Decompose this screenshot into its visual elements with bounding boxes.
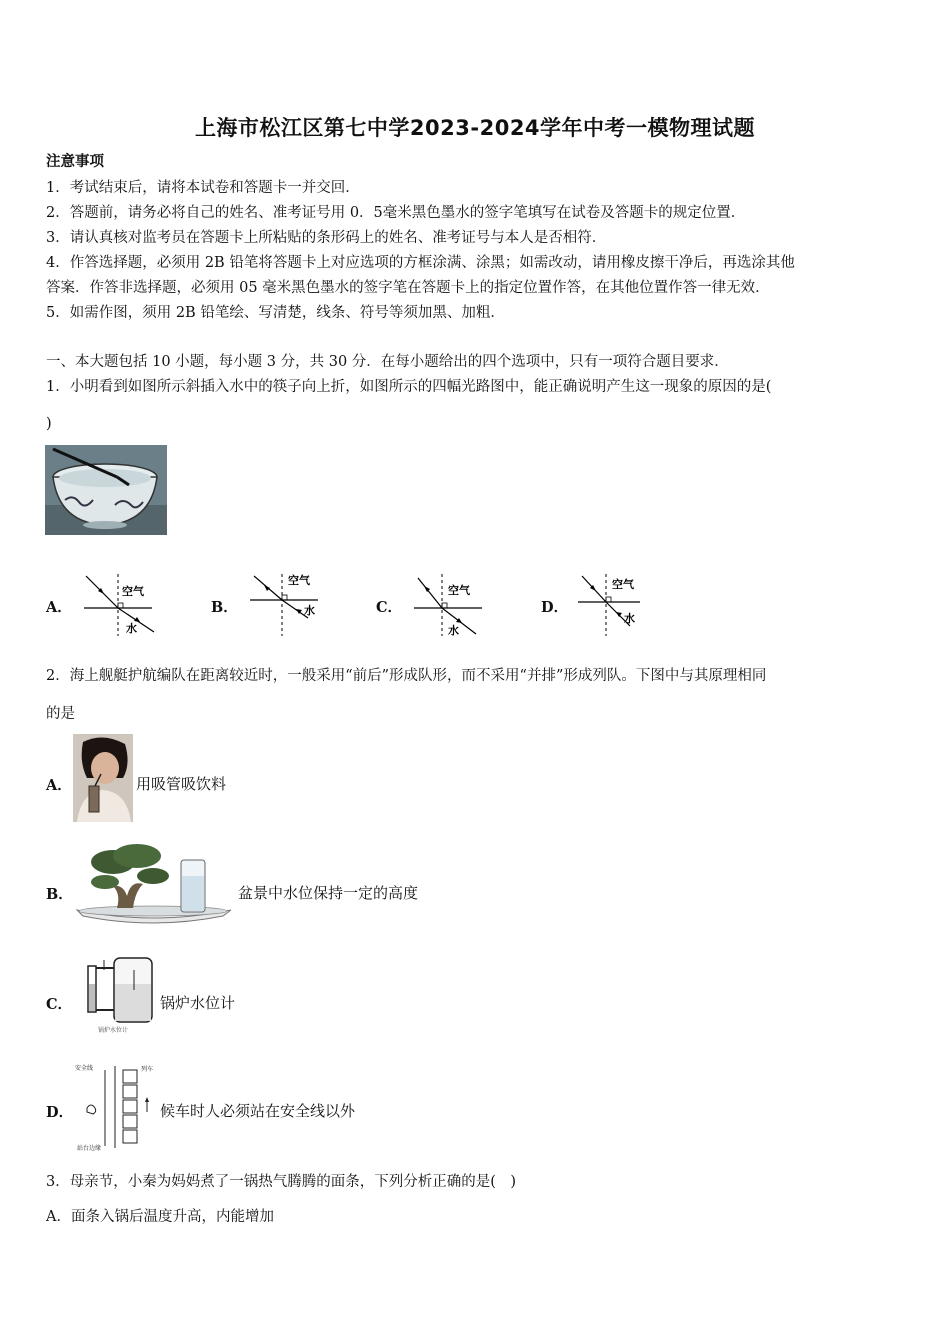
q1-option-a-diagram[interactable] [82, 572, 162, 638]
svg-text:空气: 空气 [288, 574, 310, 587]
boiler-water-gauge-diagram [78, 950, 158, 1036]
straw-drinking-photo [73, 734, 133, 822]
svg-text:水: 水 [304, 604, 315, 617]
q1-option-d-diagram[interactable] [576, 572, 656, 638]
notice-heading: 注意事项 [46, 153, 104, 170]
platform-edge-label: 站台边缘 [77, 1145, 102, 1152]
safety-line-label: 安全线 [75, 1065, 94, 1072]
question-2-text-cont: 的是 [46, 706, 75, 722]
boiler-caption: 锅炉水位计 [98, 1027, 129, 1034]
q1-option-b-label[interactable]: B． [211, 599, 238, 616]
q1-option-a-label[interactable]: A． [46, 599, 72, 616]
q2-option-a-text[interactable]: 用吸管吸饮料 [136, 775, 227, 793]
q3-option-a-text[interactable]: A．面条入锅后温度升高，内能增加 [46, 1209, 274, 1225]
air-label: 空气 [122, 585, 144, 598]
bowl-chopstick-photo [45, 445, 167, 535]
train-label: 列车 [141, 1066, 154, 1073]
notice-item: 5．如需作图，须用 2B 铅笔绘、写清楚，线条、符号等须加黑、加粗． [46, 305, 505, 321]
train-platform-diagram [75, 1062, 157, 1152]
section-heading: 一、本大题包括 10 小题，每小题 3 分，共 30 分．在每小题给出的四个选项中，只有一项符合题目要求． [46, 354, 729, 370]
q2-option-d-text[interactable]: 候车时人必须站在安全线以外 [160, 1102, 356, 1120]
page-title: 上海市松江区第七中学2023-2024学年中考一模物理试题 [194, 116, 756, 140]
notice-item: 1．考试结束后，请将本试卷和答题卡一并交回． [46, 180, 360, 196]
question-1-text: 1．小明看到如图所示斜插入水中的筷子向上折，如图所示的四幅光路图中，能正确说明产生这一现象的原因的是( [46, 379, 772, 395]
svg-text:空气: 空气 [448, 584, 470, 597]
svg-text:空气: 空气 [612, 578, 634, 591]
q1-option-b-diagram[interactable] [248, 572, 328, 638]
notice-item: 4．作答选择题，必须用 2B 铅笔将答题卡上对应选项的方框涂满、涂黑；如需改动，请用橡皮擦干净后，再选涂其他 [46, 255, 795, 271]
question-3-text: 3．母亲节，小秦为妈妈煮了一锅热气腾腾的面条，下列分析正确的是( ) [46, 1174, 517, 1190]
q2-option-a-label[interactable]: A． [46, 777, 72, 794]
notice-item: 2．答题前，请务必将自己的姓名、准考证号用 0．5毫米黑色墨水的签字笔填写在试卷及答题卡的规定位置． [46, 205, 746, 221]
water-label: 水 [126, 622, 137, 635]
svg-text:水: 水 [448, 624, 459, 637]
q1-option-d-label[interactable]: D． [541, 599, 569, 616]
question-1-close-paren: ) [46, 416, 52, 432]
q2-option-b-label[interactable]: B． [46, 886, 73, 903]
notice-item: 3．请认真核对监考员在答题卡上所粘贴的条形码上的姓名、准考证号与本人是否相符． [46, 230, 607, 246]
q2-option-c-text[interactable]: 锅炉水位计 [160, 994, 236, 1012]
q1-option-c-diagram[interactable] [412, 572, 492, 638]
svg-text:水: 水 [624, 612, 635, 625]
q1-option-c-label[interactable]: C． [376, 599, 403, 616]
q2-option-d-label[interactable]: D． [46, 1104, 74, 1121]
question-2-text: 2．海上舰艇护航编队在距离较近时，一般采用“前后”形成队形，而不采用“并排”形成列队。下图中与其原理相同 [46, 668, 767, 684]
q2-option-c-label[interactable]: C． [46, 996, 73, 1013]
bonsai-water-photo [73, 840, 237, 926]
q2-option-b-text[interactable]: 盆景中水位保持一定的高度 [238, 884, 419, 902]
notice-item: 答案．作答非选择题，必须用 05 毫米黑色墨水的签字笔在答题卡上的指定位置作答，在其他位置作答一律无效． [46, 280, 770, 296]
